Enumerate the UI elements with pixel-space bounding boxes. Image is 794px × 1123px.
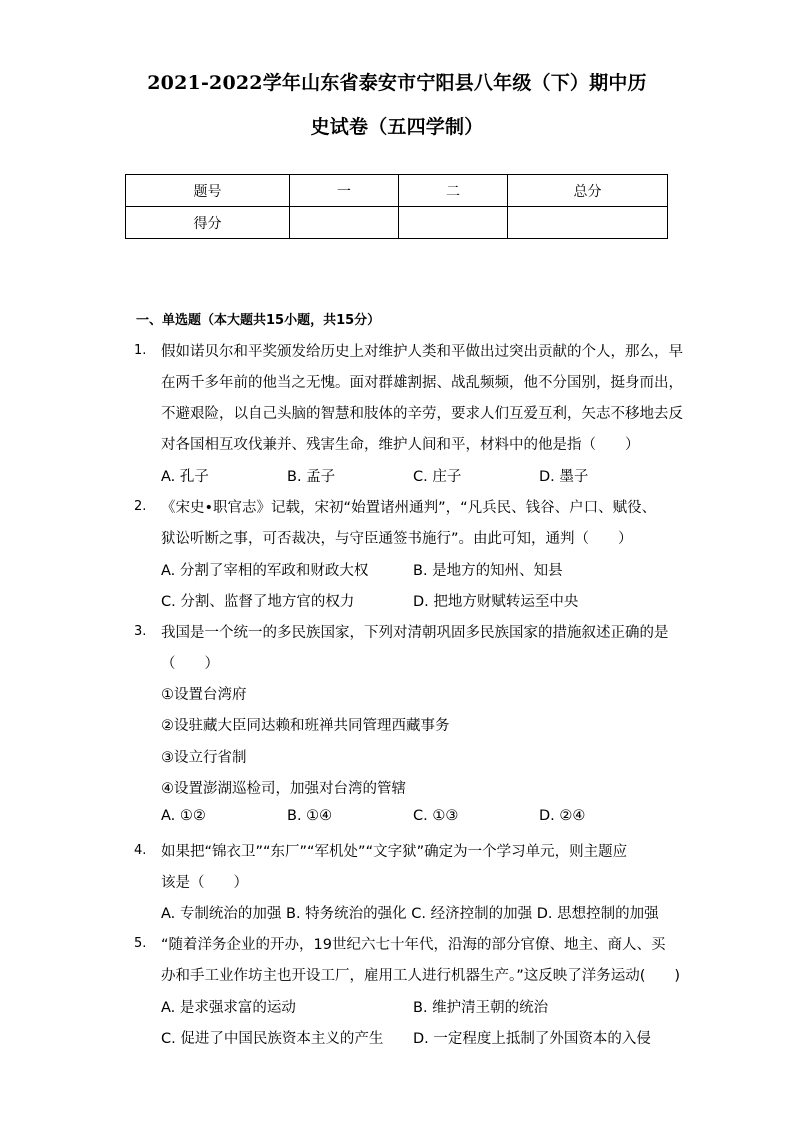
question-number: 3. — [134, 624, 147, 639]
question-text-line: 办和手工业作坊主也开设工厂，雇用工人进行机器生产。”这反映了洋务运动( ) — [161, 968, 681, 984]
option-a: A. ①② — [161, 808, 206, 824]
question-text-line: 《宋史•职官志》记载，宋初“始置诸州通判”，“凡兵民、钱谷、户口、赋役、 — [161, 500, 657, 516]
question-text-line: （ ） — [161, 656, 219, 672]
question-text-line: 狱讼听断之事，可否裁决，与守臣通签书施行”。由此可知，通判（ ） — [161, 531, 633, 547]
question-text-line: 我国是一个统一的多民族国家，下列对清朝巩固多民族国家的措施叙述正确的是 — [161, 625, 669, 641]
option-b: B. 是地方的知州、知县 — [413, 563, 563, 579]
question-text-line: ②设驻藏大臣同达赖和班禅共同管理西藏事务 — [161, 718, 450, 734]
option-d: D. 墨子 — [539, 469, 589, 485]
section-heading: 一、单选题（本大题共15小题，共15分） — [136, 313, 381, 328]
score-table-row — [126, 207, 668, 239]
option-d: D. 把地方财赋转运至中央 — [413, 594, 579, 610]
question-text-line: 该是（ ） — [161, 875, 248, 891]
question-text-line: 在两千多年前的他当之无愧。面对群雄割据、战乱频频，他不分国别，挺身而出， — [161, 375, 683, 391]
score-table — [125, 174, 668, 239]
score-row-label: 得分 — [126, 207, 290, 239]
question-text-line: ④设置澎湖巡检司，加强对台湾的管辖 — [161, 781, 406, 797]
question-number: 4. — [134, 843, 147, 858]
option-b: B. 孟子 — [287, 469, 336, 485]
option-c: C. ①③ — [413, 808, 459, 824]
score-header-cell: 题号 — [126, 175, 290, 207]
score-cell[interactable] — [399, 207, 508, 239]
question-text-line: 不避艰险，以自己头脑的智慧和肢体的辛劳，要求人们互爱互利，矢志不移地去反 — [161, 406, 683, 422]
option-a: A. 是求强求富的运动 — [161, 1000, 296, 1016]
option-c: C. 分割、监督了地方官的权力 — [161, 594, 355, 610]
question-text-line: 对各国相互攻伐兼并、残害生命，维护人间和平，材料中的他是指（ ） — [161, 437, 640, 453]
question-text-line: 假如诺贝尔和平奖颁发给历史上对维护人类和平做出过突出贡献的个人，那么，早 — [161, 344, 683, 360]
option-a: A. 分割了宰相的军政和财政大权 — [161, 563, 369, 579]
question-text-line: ③设立行省制 — [161, 750, 247, 766]
option-d: D. ②④ — [539, 808, 586, 824]
score-cell[interactable] — [508, 207, 668, 239]
option-c: C. 庄子 — [413, 469, 462, 485]
question-number: 2. — [134, 499, 147, 514]
score-header-cell: 总分 — [508, 175, 668, 207]
question-text-line: ①设置台湾府 — [161, 687, 247, 703]
option-d: D. 一定程度上抵制了外国资本的入侵 — [413, 1031, 651, 1047]
option-a: A. 孔子 — [161, 469, 209, 485]
option-b: B. ①④ — [287, 808, 333, 824]
score-header-cell: 二 — [399, 175, 508, 207]
question-number: 5. — [134, 936, 147, 951]
option-c: C. 促进了中国民族资本主义的产生 — [161, 1031, 384, 1047]
option-b: B. 维护清王朝的统治 — [413, 1000, 549, 1016]
score-header-cell: 一 — [290, 175, 399, 207]
options-line: A. 专制统治的加强 B. 特务统治的强化 C. 经济控制的加强 D. 思想控制的加强 — [161, 906, 659, 922]
question-text-line: 如果把“锦衣卫”“东厂”“军机处”“文字狱”确定为一个学习单元，则主题应 — [161, 844, 628, 860]
exam-title-line2: 史试卷（五四学制） — [310, 116, 484, 138]
question-text-line: “随着洋务企业的开办，19世纪六七十年代，沿海的部分官僚、地主、商人、买 — [161, 937, 666, 953]
score-cell[interactable] — [290, 207, 399, 239]
question-number: 1. — [134, 343, 147, 358]
exam-title-line1: 2021-2022学年山东省泰安市宁阳县八年级（下）期中历 — [147, 72, 647, 94]
score-table-header-row — [126, 175, 668, 207]
